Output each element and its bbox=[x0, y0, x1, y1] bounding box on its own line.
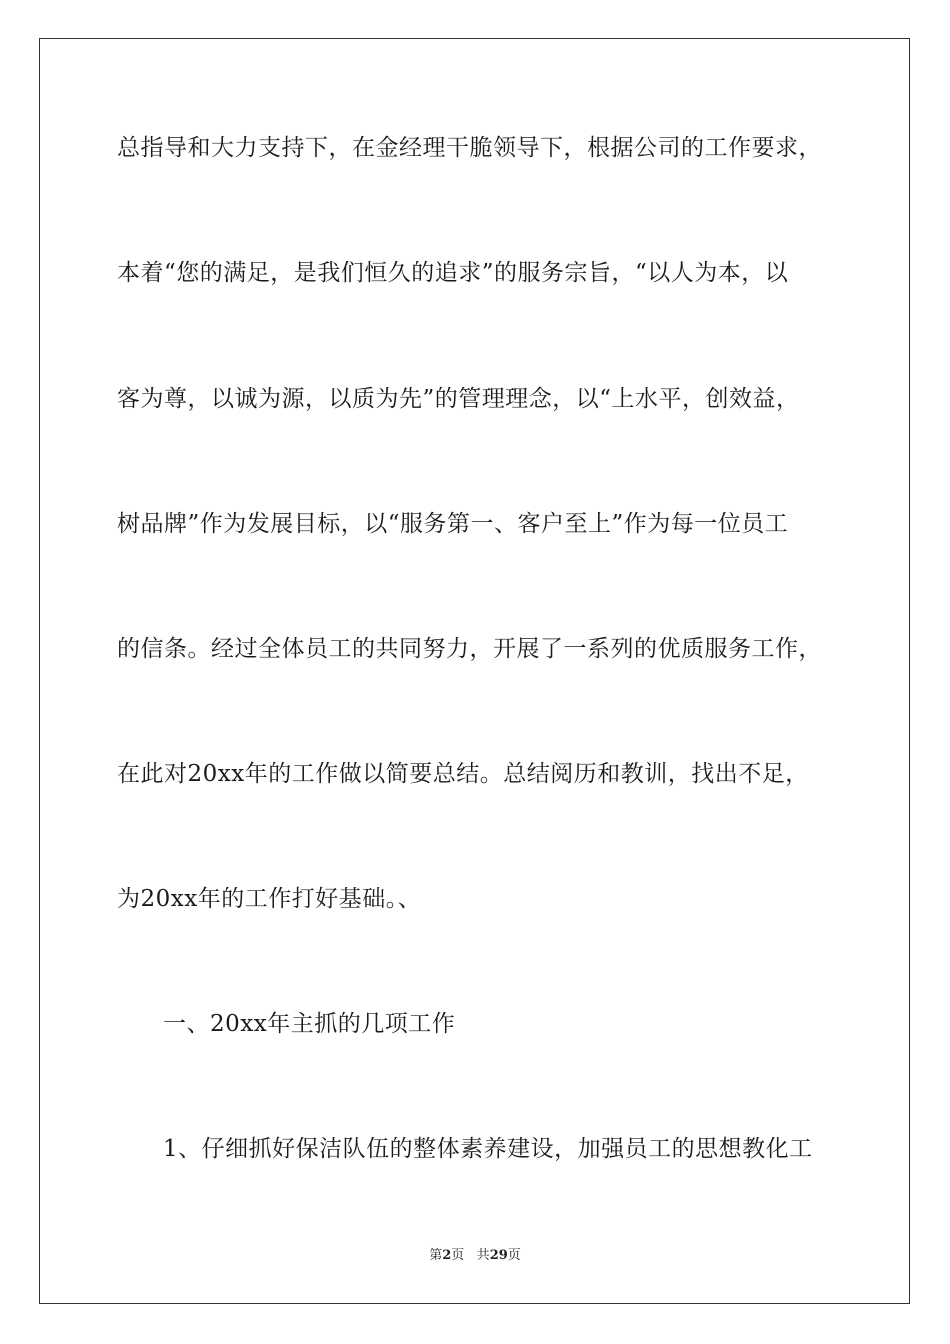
section-heading: 一、20xx年主抓的几项工作 bbox=[163, 1011, 456, 1037]
body-text-line: 为20xx年的工作打好基础。、 bbox=[117, 886, 422, 912]
footer-total-pages: 29 bbox=[489, 1248, 508, 1263]
footer-total-suffix: 页 bbox=[507, 1248, 521, 1263]
body-text-line: 的信条。经过全体员工的共同努力，开展了一系列的优质服务工作， bbox=[117, 636, 822, 662]
footer-current-page: 2 bbox=[442, 1248, 452, 1263]
body-text-line: 客为尊，以诚为源，以质为先”的管理理念，以“上水平，创效益， bbox=[117, 386, 800, 412]
body-text-line: 树品牌”作为发展目标，以“服务第一、客户至上”作为每一位员工 bbox=[117, 511, 789, 537]
page-footer bbox=[0, 1248, 950, 1264]
page-border bbox=[39, 38, 910, 1304]
footer-page-suffix: 页 bbox=[451, 1248, 465, 1263]
body-text-line: 在此对20xx年的工作做以简要总结。总结阅历和教训，找出不足， bbox=[117, 761, 809, 787]
footer-prefix: 第 bbox=[429, 1248, 443, 1263]
body-text-line: 1、仔细抓好保洁队伍的整体素养建设，加强员工的思想教化工 bbox=[163, 1136, 813, 1162]
body-text-line: 本着“您的满足，是我们恒久的追求”的服务宗旨，“以人为本，以 bbox=[117, 260, 789, 286]
body-text-line: 总指导和大力支持下，在金经理干脆领导下，根据公司的工作要求， bbox=[117, 135, 822, 161]
footer-total-prefix: 共 bbox=[476, 1248, 490, 1263]
